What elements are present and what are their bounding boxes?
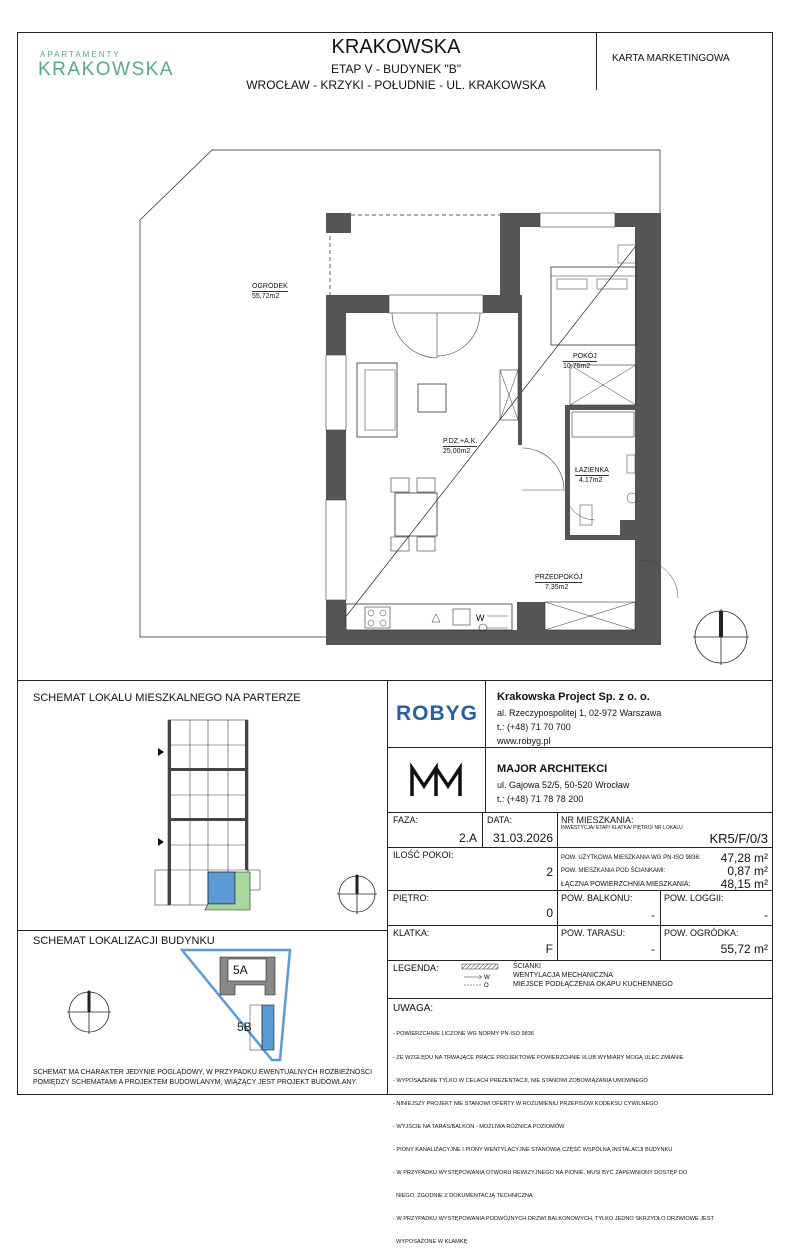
sink [453, 609, 470, 625]
note-line: - NINIEJSZY PROJEKT NIE STANOWI OFERTY W ROZUMIENIU PRZEPISÓW KODEKSU CYWILNEGO [393, 1100, 658, 1107]
architect-info [497, 762, 629, 806]
svg-text:W: W [484, 975, 490, 981]
logo-main: KRAKOWSKA [38, 59, 174, 80]
room-label-bathroom: ŁAZIENKA 4,17m2 [575, 467, 609, 484]
note-line: - PIONY KANALIZACYJNE I PIONY WENTYLACYJNE STANOWIĄ CZĘŚĆ WSPÓLNĄ INSTALACJI BUDYNKU [393, 1146, 673, 1153]
section-divider [387, 747, 773, 748]
developer-name: Krakowska Project Sp. z o. o. [497, 691, 650, 703]
table-line [387, 925, 773, 926]
note-line: NIEGO, ZGODNIE Z DOKUMENTACJĄ TECHNICZNĄ [393, 1193, 533, 1200]
developer-phone: t.: (+48) 71 70 700 [497, 722, 571, 732]
nr-sub: INWESTYCJA/ ETAP/ KLATKA/ PIĘTRO/ NR LOKALU [561, 825, 683, 831]
wall [635, 213, 661, 645]
north-arrow-icon [337, 874, 377, 914]
section-divider [387, 812, 773, 813]
developer-address: al. Rzeczypospolitej 1, 02-972 Warszawa [497, 708, 662, 718]
chair [417, 537, 435, 551]
rooms-value: 2 [546, 865, 553, 879]
wall [518, 295, 522, 445]
terrace-label: POW. TARASU: [561, 928, 626, 938]
apartment-highlight [208, 872, 235, 904]
note-line: WYPOSAŻONE W KLAMKĘ [393, 1239, 468, 1246]
loggia-value: - [764, 908, 768, 922]
area-total-value: 48,15 m² [720, 877, 768, 891]
notes-title: UWAGA: [393, 1003, 434, 1014]
table-line [557, 925, 558, 960]
wall-legend-icon [462, 964, 498, 969]
wall [326, 630, 661, 645]
room-label-pokoj: POKÓJ 10,76m2 [563, 353, 597, 370]
architect-address: ul. Gajowa 52/5, 50-520 Wrocław [497, 780, 630, 790]
table-line [482, 812, 483, 847]
wall [326, 295, 346, 355]
logo-top: APARTAMENTY [40, 50, 121, 59]
logo-divider [485, 680, 486, 812]
nr-value: KR5/F/0/3 [709, 831, 768, 846]
wall [615, 213, 661, 227]
table-line [387, 960, 773, 961]
note-line: - WYJŚCIE NA TARAS/BALKON - MOŻLIWA RÓŻNICA POZIOMÓW [393, 1123, 565, 1130]
bathtub [572, 412, 634, 437]
window [326, 500, 346, 600]
page-title: KRAKOWSKA [331, 36, 461, 58]
area-total-label: ŁĄCZNA POWIERZCHNIA MIESZKANIA: [561, 881, 691, 888]
developer-web: www.robyg.pl [497, 736, 551, 746]
coffee-table [418, 384, 446, 412]
wall [620, 520, 650, 540]
balcony-label: POW. BALKONU: [561, 893, 633, 903]
table-line [557, 812, 558, 927]
garden-area-value: 55,72 m² [720, 942, 768, 956]
north-arrow-icon [67, 990, 111, 1034]
klatka-label: KLATKA: [393, 928, 430, 938]
wall [483, 295, 520, 313]
room-label-living: P.DZ.+A.K. 25,00m2 [443, 438, 478, 455]
note-line: - ZE WZGLĘDU NA TRWAJĄCE PRACE PROJEKTOWE POWIERZCHNIE I/LUB WYMIARY MOGĄ ULEC ZMIANIE [393, 1054, 684, 1061]
page-location: WROCŁAW - KRZYKI - POŁUDNIE - UL. KRAKOWSKA [246, 78, 546, 92]
table-line [387, 998, 773, 999]
washbasin [627, 455, 635, 473]
note-line: - W PRZYPADKU WYSTĘPOWANIA PODWÓJNYCH DRZWI BALKONOWYCH, TYLKO JEDNO SKRZYDŁO DRZWIOWE JEST [393, 1216, 714, 1223]
ground-floor-scheme [150, 715, 270, 915]
svg-text:O: O [484, 983, 489, 989]
room-label-hallway: PRZEDPOKÓJ 7,35m2 [535, 574, 583, 591]
toilet-frame [580, 505, 592, 525]
data-value: 31.03.2026 [492, 831, 553, 845]
wall [570, 535, 620, 540]
ground-floor-title: SCHEMAT LOKALU MIESZKALNEGO NA PARTERZE [33, 692, 301, 704]
wall [500, 213, 520, 295]
faza-value: 2.A [458, 831, 477, 845]
architect-name: MAJOR ARCHITEKCI [497, 763, 608, 775]
section-divider [17, 930, 387, 931]
data-label: DATA: [487, 815, 513, 825]
section-divider [387, 680, 388, 1095]
garden-label: OGRÓDEK 55,72m2 [252, 283, 288, 300]
area-usable-value: 47,28 m² [720, 851, 768, 865]
washer-label: W [476, 613, 485, 623]
wall [326, 213, 351, 233]
building-5b-highlight [262, 1005, 274, 1050]
note-line: - W PRZYPADKU WYSTĘPOWANIA OTWORU REWIZYJNEGO NA PIONIE, MUSI BYĆ ZAPEWNIONY DOSTĘP DO [393, 1170, 688, 1177]
legend-icons [460, 962, 508, 992]
page-subtitle: ETAP V - BUDYNEK "B" [330, 62, 462, 76]
window [389, 295, 483, 313]
legend-item: MIEJSCE PODŁĄCZENIA OKAPU KUCHENNEGO [513, 981, 673, 988]
garden-area-label: POW. OGRÓDKA: [664, 928, 739, 938]
legend-item: ŚCIANKI [513, 963, 542, 970]
section-divider [17, 680, 773, 681]
note-line: - WYPOSAŻENIE TYLKO W CELACH PREZENTACJI, NIE STANOWI ZOBOWIĄZANIA UMOWNEGO [393, 1077, 648, 1084]
bed-pillow [597, 279, 627, 289]
note-line: - POWIERZCHNIE LICZONE WG NORMY PN-ISO 9836 [393, 1031, 535, 1038]
building-5a-label: 5A [233, 963, 248, 977]
disclaimer: SCHEMAT MA CHARAKTER JEDYNIE POGLĄDOWY, W PRZYPADKU EWENTUALNYCH ROZBIEŻNOŚCI POMIĘDZY SCHEMATAMI A PROJEKTEM BUDOWLANYM, WIĄŻĄCY JEST PROJEKT BUDOWLANY. [33, 1069, 373, 1086]
location-title: SCHEMAT LOKALIZACJI BUDYNKU [33, 935, 215, 947]
architect-logo [410, 760, 466, 798]
bed [551, 267, 636, 345]
balcony-value: - [651, 908, 655, 922]
chair [417, 478, 435, 492]
area-usable-label: POW. UŻYTKOWA MIESZKANIA WG PN-ISO 9836: [561, 855, 701, 861]
dining-table [395, 493, 437, 536]
sofa [357, 363, 397, 437]
faza-label: FAZA: [393, 815, 419, 825]
legend-title: LEGENDA: [393, 963, 439, 973]
nightstand [618, 245, 636, 263]
table-line [387, 847, 773, 848]
wall [565, 405, 637, 410]
north-arrow-icon [693, 609, 749, 665]
wall [565, 410, 570, 540]
legend-item: WENTYLACJA MECHANICZNA [513, 972, 613, 979]
chair [391, 478, 409, 492]
building-5b-label: 5B [237, 1020, 252, 1034]
area-walls-value: 0,87 m² [727, 864, 768, 878]
floor-value: 0 [546, 906, 553, 920]
bed-pillow [557, 279, 587, 289]
architect-phone: t.: (+48) 71 78 78 200 [497, 794, 584, 804]
robyg-logo: ROBYG [396, 702, 479, 725]
nr-label: NR MIESZKANIA: [561, 815, 634, 825]
floor-label: PIĘTRO: [393, 893, 430, 903]
developer-info [497, 690, 661, 748]
klatka-value: F [545, 942, 553, 956]
area-walls-label: POW. MIESZKANIA POD ŚCIANKAMI: [561, 868, 666, 874]
window [540, 213, 615, 227]
notes-list [393, 1016, 768, 1255]
loggia-label: POW. LOGGII: [664, 893, 724, 903]
window [326, 355, 346, 430]
wall [520, 213, 540, 227]
terrace-value: - [651, 942, 655, 956]
card-type: KARTA MARKETINGOWA [612, 53, 730, 64]
wall [517, 602, 545, 630]
rooms-label: ILOŚĆ POKOI: [393, 850, 454, 860]
wall [326, 430, 346, 500]
